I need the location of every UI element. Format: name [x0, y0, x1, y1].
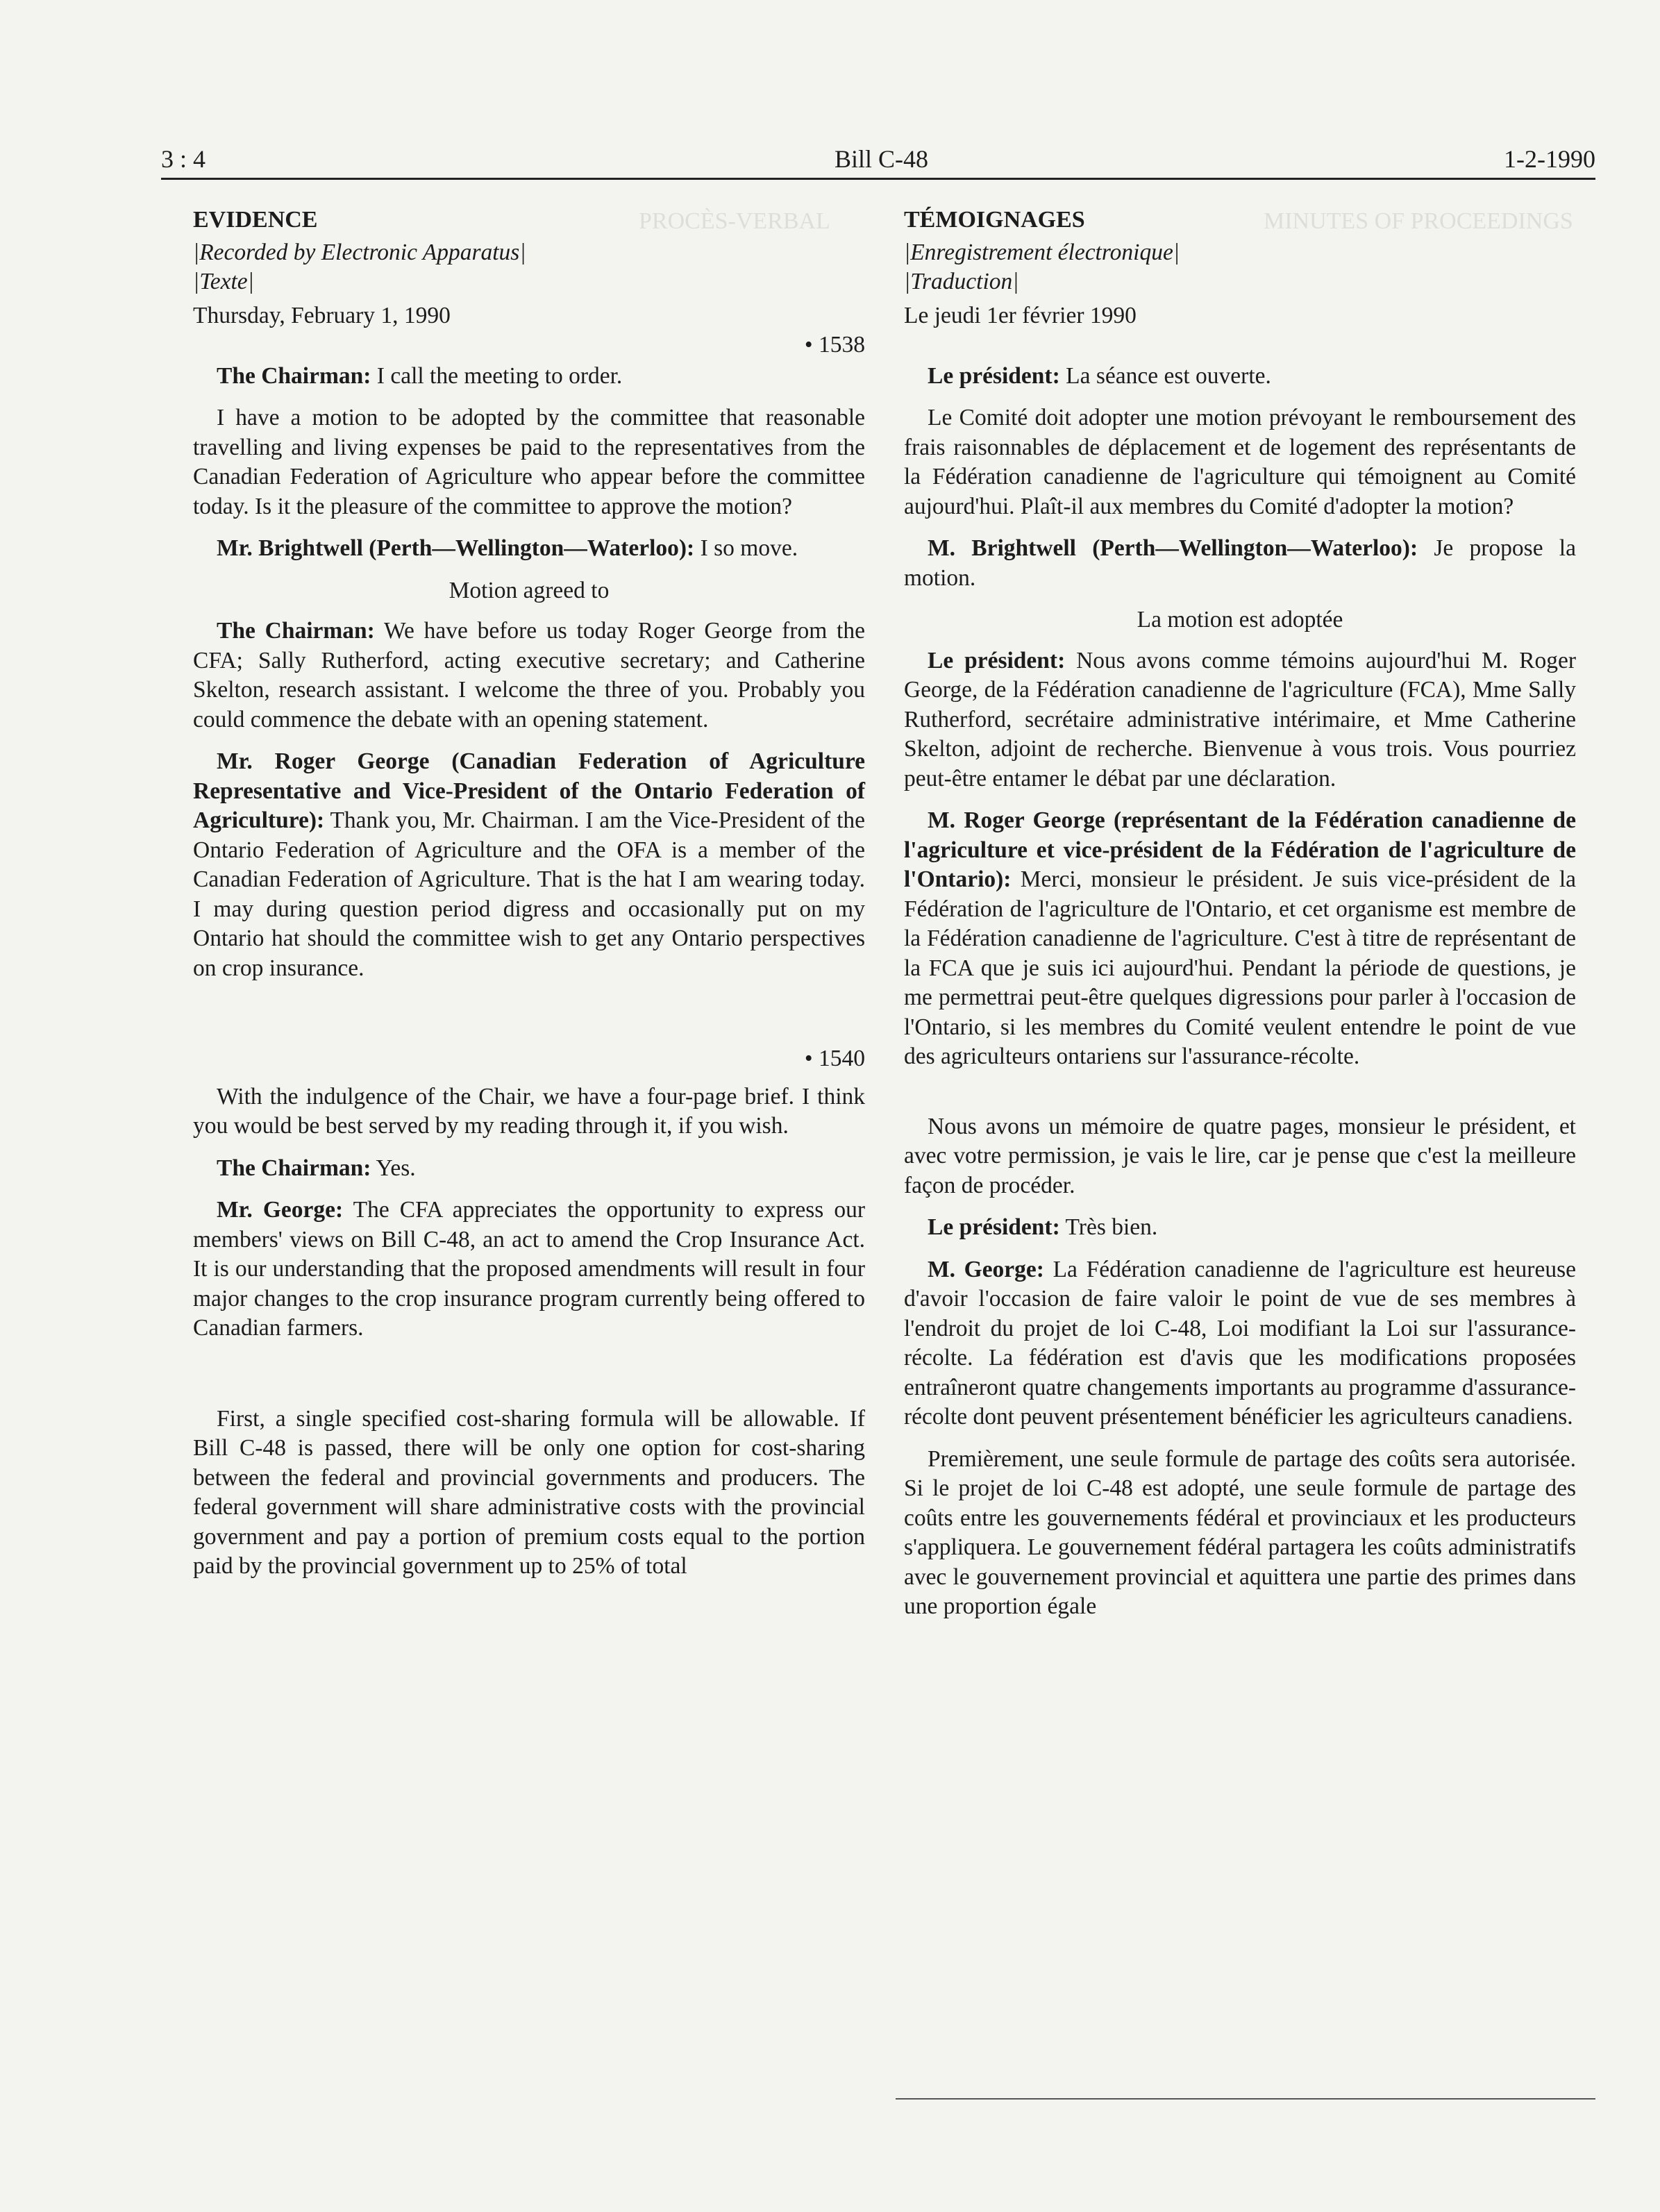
speaker: Le président: [928, 647, 1066, 673]
speech: We have before us today Roger George from the CFA; Sally Rutherford, acting executive secretary; and Catherine Skelton, research assistant. I welcome the three of you. Probably you could commence the debate with an opening statement. [193, 618, 865, 732]
paragraph: Premièrement, une seule formule de partage des coûts sera autorisée. Si le projet de loi C-48 est adopté, une seule formule de partage des coûts entre les gouvernements fédéral et provinciaux et les producteurs s'appliquera. Le gouvernement fédéral partagera les coûts administratifs avec le gouvernement provincial et aquittera une partie des primes dans une proportion égale [904, 1446, 1576, 1619]
speech: Très bien. [1059, 1214, 1158, 1240]
paragraph [904, 646, 1576, 794]
bleed-through-text: PROCÈS-VERBAL [639, 208, 830, 234]
paragraph: I have a motion to be adopted by the committee that reasonable travelling and living expenses be paid to the representatives from the Canadian Federation of Agriculture who appear before the committee today. Is it the pleasure of the committee to approve the motion? [193, 405, 865, 519]
speaker: Le président: [928, 362, 1060, 389]
footer-rule [896, 2098, 1595, 2100]
french-column [904, 206, 1576, 1634]
speaker: M. Brightwell (Perth—Wellington—Waterloo): [928, 535, 1418, 561]
paragraph [904, 806, 1576, 1072]
speech: La Fédération canadienne de l'agriculture est heureuse d'avoir l'occasion de faire valoir le point de vue de ses membres à l'endroit du projet de loi C-48, Loi modifiant la Loi sur l'assurance-récolte. La fédération est d'avis que les modifications proposées entraîneront quatre changements importants au programme d'assurance-récolte dont peuvent présentement bénéficier les agriculteurs canadiens. [904, 1256, 1576, 1430]
paragraph [193, 617, 865, 735]
speaker: The Chairman: [217, 362, 371, 389]
paragraph [193, 534, 865, 564]
page-number: 3 : 4 [161, 145, 206, 173]
speech: Merci, monsieur le président. Je suis vice-président de la Fédération de l'agriculture de l'Ontario, et cet organisme est membre de la Fédération canadienne de l'agriculture. C'est à titre de représentant de la FCA que je suis ici aujourd'hui. Pendant la période de questions, je me permettrai peut-être quelques digressions pour parler à l'occasion de l'Ontario, si les membres du Comité veulent entendre le point de vue des agriculteurs ontariens sur l'assurance-récolte. [904, 866, 1576, 1069]
speech: Yes. [371, 1155, 416, 1181]
paragraph [904, 534, 1576, 593]
bill-title: Bill C-48 [835, 145, 929, 173]
paragraph: First, a single specified cost-sharing formula will be allowable. If Bill C-48 is passed, there will be only one option for cost-sharing between the federal and provincial governments and producers. The federal government will share administrative costs with the provincial government and pay a portion of premium costs equal to the portion paid by the provincial government up to 25% of total [193, 1405, 865, 1579]
timestamp: • 1538 [804, 332, 865, 358]
bleed-through-text: MINUTES OF PROCEEDINGS [1264, 208, 1573, 234]
english-column [193, 206, 865, 1594]
speaker: The Chairman: [217, 1155, 371, 1181]
speech: La séance est ouverte. [1059, 362, 1271, 389]
paragraph [193, 747, 865, 983]
section-heading: EVIDENCE [193, 207, 318, 233]
paragraph [904, 362, 1576, 392]
recording-note: |Recorded by Electronic Apparatus| [193, 239, 526, 265]
speech: The CFA appreciates the opportunity to express our members' views on Bill C-48, an act to amend the Crop Insurance Act. It is our understanding that the proposed amendments will result in four major changes to the crop insurance program currently being offered to Canadian farmers. [193, 1197, 865, 1341]
timestamp: • 1540 [804, 1046, 865, 1071]
paragraph: Le Comité doit adopter une motion prévoyant le remboursement des frais raisonnables de déplacement et de logement des représentants de la Fédération canadienne de l'agriculture qui témoignent au Comité aujourd'hui. Plaît-il aux membres du Comité d'adopter la motion? [904, 405, 1576, 519]
meeting-date: Thursday, February 1, 1990 [193, 302, 451, 328]
speech: I so move. [694, 535, 798, 561]
speaker: Le président: [928, 1214, 1060, 1240]
text-label: |Texte| [193, 269, 254, 294]
speaker: M. Roger George (représentant de la Fédération canadienne de l'agriculture et vice-président de la Fédération de l'agriculture de l'Ontario): [904, 807, 1576, 892]
header-date: 1-2-1990 [1504, 145, 1595, 173]
speaker: Mr. Brightwell (Perth—Wellington—Waterloo): [217, 535, 695, 561]
motion-result: La motion est adoptée [1137, 607, 1343, 632]
speech: Je propose la motion. [904, 535, 1576, 591]
paragraph: Nous avons un mémoire de quatre pages, monsieur le président, et avec votre permission, je vais le lire, car je pense que c'est la meilleure façon de procéder. [904, 1113, 1576, 1198]
speaker: M. George: [928, 1256, 1044, 1282]
speech: Nous avons comme témoins aujourd'hui M. Roger George, de la Fédération canadienne de l'agriculture (FCA), Mme Sally Rutherford, secrétaire administrative intérimaire, et Mme Catherine Skelton, adjoint de recherche. Bienvenue à vous trois. Vous pourriez peut-être entamer le débat par une déclaration. [904, 647, 1576, 791]
section-heading: TÉMOIGNAGES [904, 207, 1085, 233]
recording-note: |Enregistrement électronique| [904, 239, 1180, 265]
meeting-date: Le jeudi 1er février 1990 [904, 302, 1137, 328]
speaker: Mr. George: [217, 1197, 344, 1223]
motion-result: Motion agreed to [448, 577, 610, 603]
text-label: |Traduction| [904, 269, 1019, 294]
paragraph [904, 1213, 1576, 1243]
paragraph [193, 362, 865, 392]
paragraph [193, 1154, 865, 1184]
paragraph: With the indulgence of the Chair, we have a four-page brief. I think you would be best served by my reading through it, if you wish. [193, 1083, 865, 1139]
paragraph [193, 1196, 865, 1343]
speech: Thank you, Mr. Chairman. I am the Vice-President of the Ontario Federation of Agriculture and the OFA is a member of the Canadian Federation of Agriculture. That is the hat I am wearing today. I may during question period digress and occasionally put on my Ontario hat should the committee wish to get any Ontario perspectives on crop insurance. [193, 807, 865, 981]
speech: I call the meeting to order. [371, 362, 623, 389]
page-header [161, 143, 1595, 180]
paragraph [904, 1255, 1576, 1432]
speaker: Mr. Roger George (Canadian Federation of Agriculture Representative and Vice-President of the Ontario Federation of Agriculture): [193, 748, 865, 833]
speaker: The Chairman: [217, 618, 375, 644]
